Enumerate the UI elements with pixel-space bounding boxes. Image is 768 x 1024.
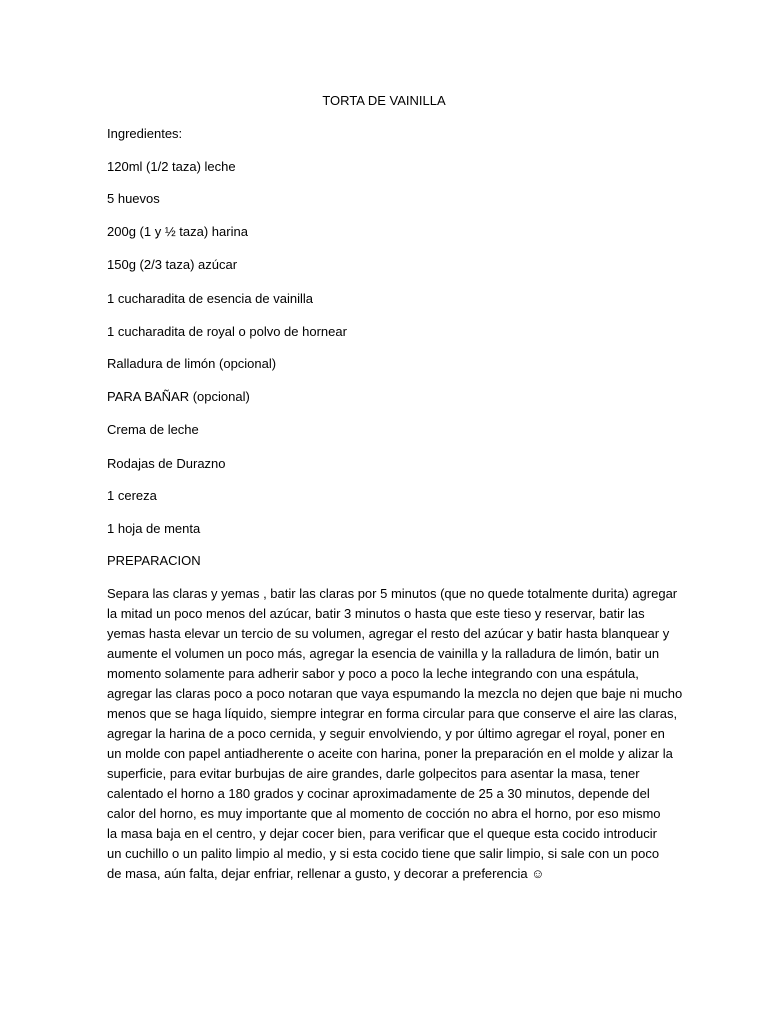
- paragraph-line: la mitad un poco menos del azúcar, batir 3 minutos o hasta que este tieso y reservar, batir las: [107, 606, 645, 621]
- paragraph-line: agregar la harina de a poco cernida, y seguir envolviendo, y por último agregar el royal, poner en: [107, 726, 665, 741]
- ingredient-line: 1 cucharadita de royal o polvo de hornear: [107, 324, 347, 339]
- ingredient-line: Ralladura de limón (opcional): [107, 356, 277, 371]
- ingredient-line: 1 cucharadita de esencia de vainilla: [107, 291, 313, 306]
- paragraph-line: de masa, aún falta, dejar enfriar, rellenar a gusto, y decorar a preferencia ☺: [107, 866, 545, 881]
- topping-line: 1 hoja de menta: [107, 521, 201, 536]
- topping-line: 1 cereza: [107, 488, 157, 503]
- paragraph-line: menos que se haga líquido, siempre integrar en forma circular para que conserve el aire las claras,: [107, 706, 678, 721]
- paragraph-line: un molde con papel antiadherente o aceite con harina, poner la preparación en el molde y alizar la: [107, 746, 673, 761]
- ingredient-line: 120ml (1/2 taza) leche: [107, 159, 236, 174]
- paragraph-line: superficie, para evitar burbujas de aire grandes, darle golpecitos para asentar la masa, tener: [107, 766, 640, 781]
- paragraph-line: Separa las claras y yemas , batir las claras por 5 minutos (que no quede totalmente durita) agregar: [107, 586, 678, 601]
- topping-heading: PARA BAÑAR (opcional): [107, 389, 250, 404]
- paragraph-line: calor del horno, es muy importante que al momento de cocción no abra el horno, por eso mismo: [107, 806, 661, 821]
- paragraph-line: yemas hasta elevar un tercio de su volumen, agregar el resto del azúcar y batir hasta blanquear y: [107, 626, 670, 641]
- ingredients-heading: Ingredientes:: [107, 126, 183, 141]
- topping-line: Rodajas de Durazno: [107, 456, 226, 471]
- paragraph-line: un cuchillo o un palito limpio al medio, y si esta cocido tiene que salir limpio, si sale con un poco: [107, 846, 660, 861]
- ingredient-line: 5 huevos: [107, 191, 160, 206]
- ingredient-line: 150g (2/3 taza) azúcar: [107, 257, 238, 272]
- preparation-heading: PREPARACION: [107, 553, 201, 568]
- document-title: TORTA DE VAINILLA: [322, 93, 446, 108]
- paragraph-line: aumente el volumen un poco más, agregar la esencia de vainilla y la ralladura de limón, batir un: [107, 646, 660, 661]
- paragraph-line: la masa baja en el centro, y dejar cocer bien, para verificar que el queque esta cocido introducir: [107, 826, 657, 841]
- paragraph-line: agregar las claras poco a poco notaran que vaya espumando la mezcla no dejen que baje ni mucho: [107, 686, 683, 701]
- preparation-paragraph: [107, 584, 683, 884]
- ingredient-line: 200g (1 y ½ taza) harina: [107, 224, 248, 239]
- paragraph-line: calentado el horno a 180 grados y cocinar aproximadamente de 25 a 30 minutos, depende del: [107, 786, 650, 801]
- paragraph-line: momento solamente para adherir sabor y poco a poco la leche integrando con una espátula,: [107, 666, 639, 681]
- topping-line: Crema de leche: [107, 422, 199, 437]
